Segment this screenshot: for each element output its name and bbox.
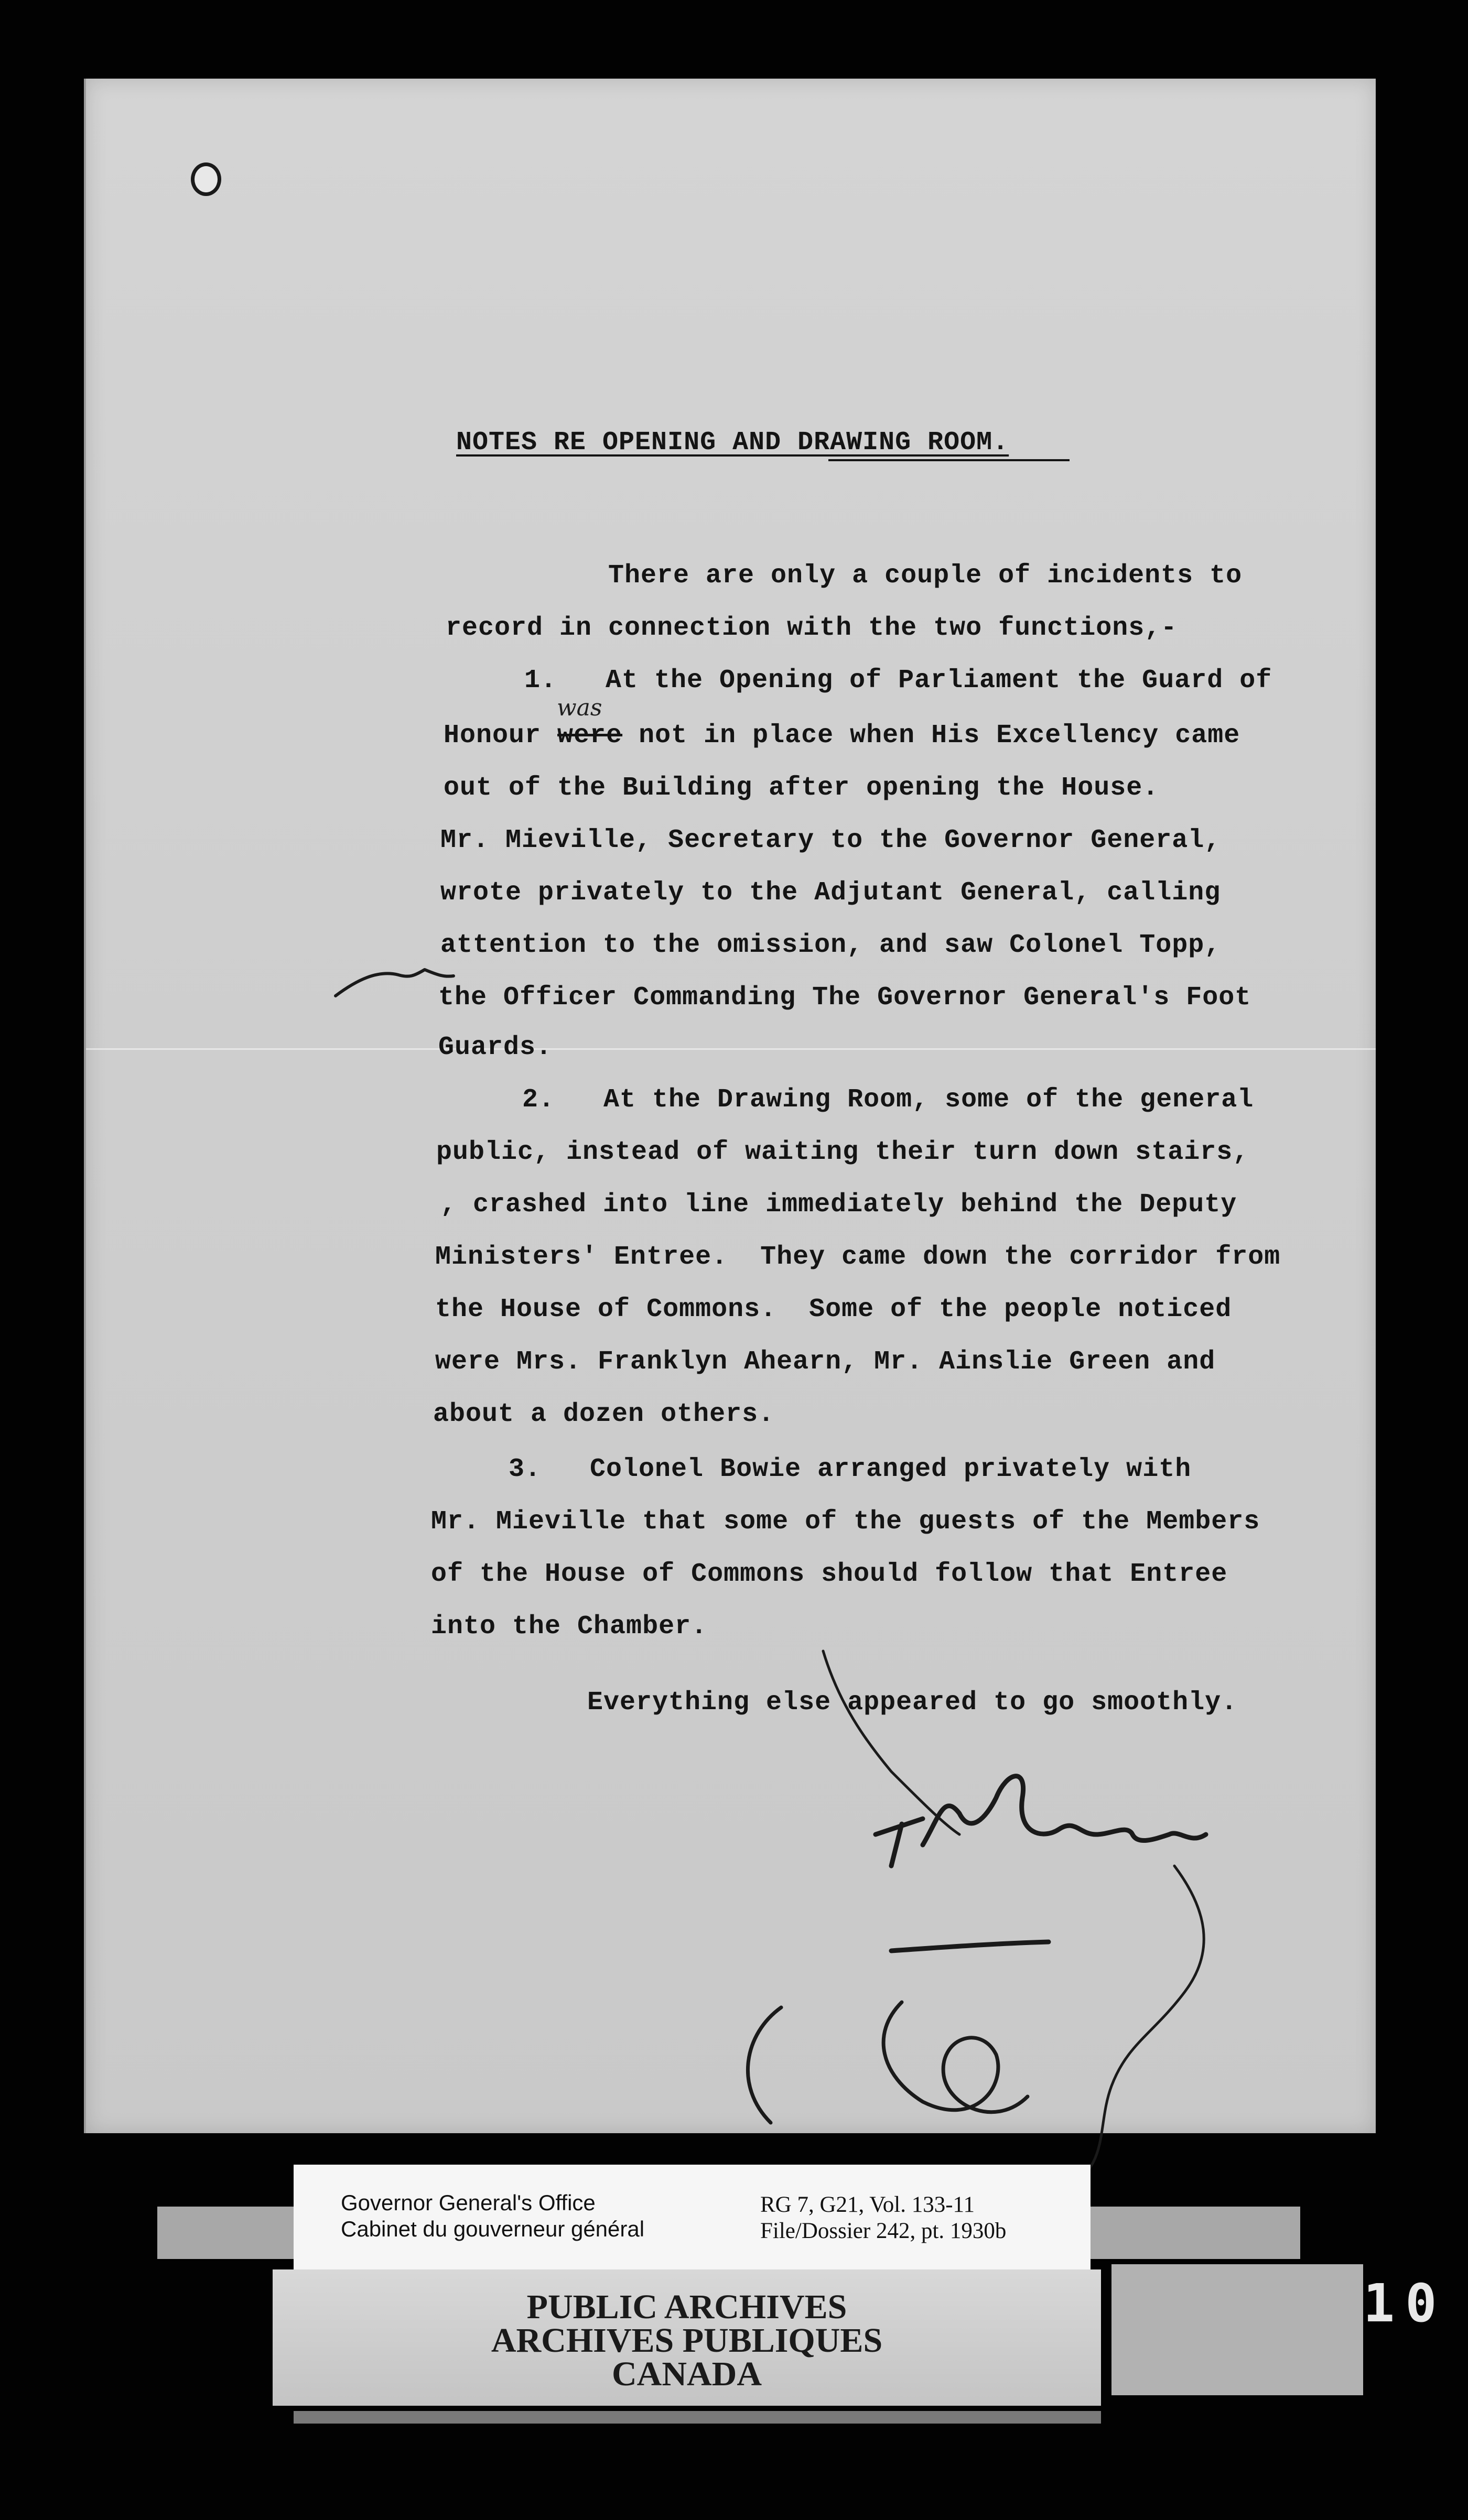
closing-line: Everything else appeared to go smoothly. [587,1688,1238,1718]
stamp-line-2: ARCHIVES PUBLIQUES [491,2321,883,2360]
body-line-2: record in connection with the two functions,- [446,613,1178,643]
item-3-line-4: into the Chamber. [431,1612,708,1642]
item-3-line-2: Mr. Mieville that some of the guests of the Members [431,1507,1260,1537]
item-1-line-4: Mr. Mieville, Secretary to the Governor General, [440,825,1221,855]
archive-references [760,2192,1006,2244]
public-archives-stamp-strip [273,2269,1101,2406]
item-2-line-1: 2. At the Drawing Room, some of the general [522,1085,1254,1115]
document-title: NOTES RE OPENING AND DRAWING ROOM. [456,428,1009,458]
item-2-line-4: Ministers' Entree. They came down the corridor from [435,1242,1281,1272]
item-2-line-7: about a dozen others. [433,1399,775,1429]
item-3-line-1: 3. Colonel Bowie arranged privately with [509,1454,1192,1484]
signature-underline [891,1942,1049,1951]
archive-strip-right [1111,2264,1363,2395]
item-1-line-3: out of the Building after opening the House. [444,773,1159,803]
item-2-line-3: , crashed into line immediately behind the Deputy [440,1190,1237,1220]
item-2-line-5: the House of Commons. Some of the people noticed [435,1295,1232,1324]
struck-word: were [557,721,623,751]
archive-strip-bottom [294,2411,1101,2424]
item-2-line-2: public, instead of waiting their turn down stairs, [436,1137,1249,1167]
file-reference: File/Dossier 242, pt. 1930b [760,2219,1007,2243]
item-1-line-5: wrote privately to the Adjutant General, calling [440,878,1221,908]
body-line-1: There are only a couple of incidents to [608,561,1243,591]
public-archives-stamp [273,2290,1101,2391]
item-1-line-7: the Officer Commanding The Governor General's Foot [438,983,1251,1013]
office-name-fr: Cabinet du gouverneur général [341,2217,645,2241]
honour-word: Honour [444,721,542,751]
item-1-line-1: 1. At the Opening of Parliament the Guard of [524,666,1272,696]
microfilm-frame-number: 10 [1363,2273,1448,2334]
office-name-en: Governor General's Office [341,2190,596,2215]
margin-check-mark [336,970,454,996]
office-names [341,2190,644,2242]
archive-reference-label [294,2165,1091,2275]
stamp-line-1: PUBLIC ARCHIVES [526,2288,847,2326]
stamp-line-3: CANADA [612,2355,762,2393]
item-1-line-6: attention to the omission, and saw Colonel Topp, [440,930,1221,960]
item-2-line-6: were Mrs. Franklyn Ahearn, Mr. Ainslie Green and [435,1347,1216,1377]
item-3-line-3: of the House of Commons should follow that Entree [431,1559,1228,1589]
handwritten-insertion: was [557,694,602,721]
pencil-loop [748,2002,1028,2123]
record-group-reference: RG 7, G21, Vol. 133-11 [760,2192,975,2217]
signature [876,1776,1206,1866]
item-1-line-2-rest: not in place when His Excellency came [639,721,1240,751]
item-1-line-8: Guards. [438,1033,553,1062]
